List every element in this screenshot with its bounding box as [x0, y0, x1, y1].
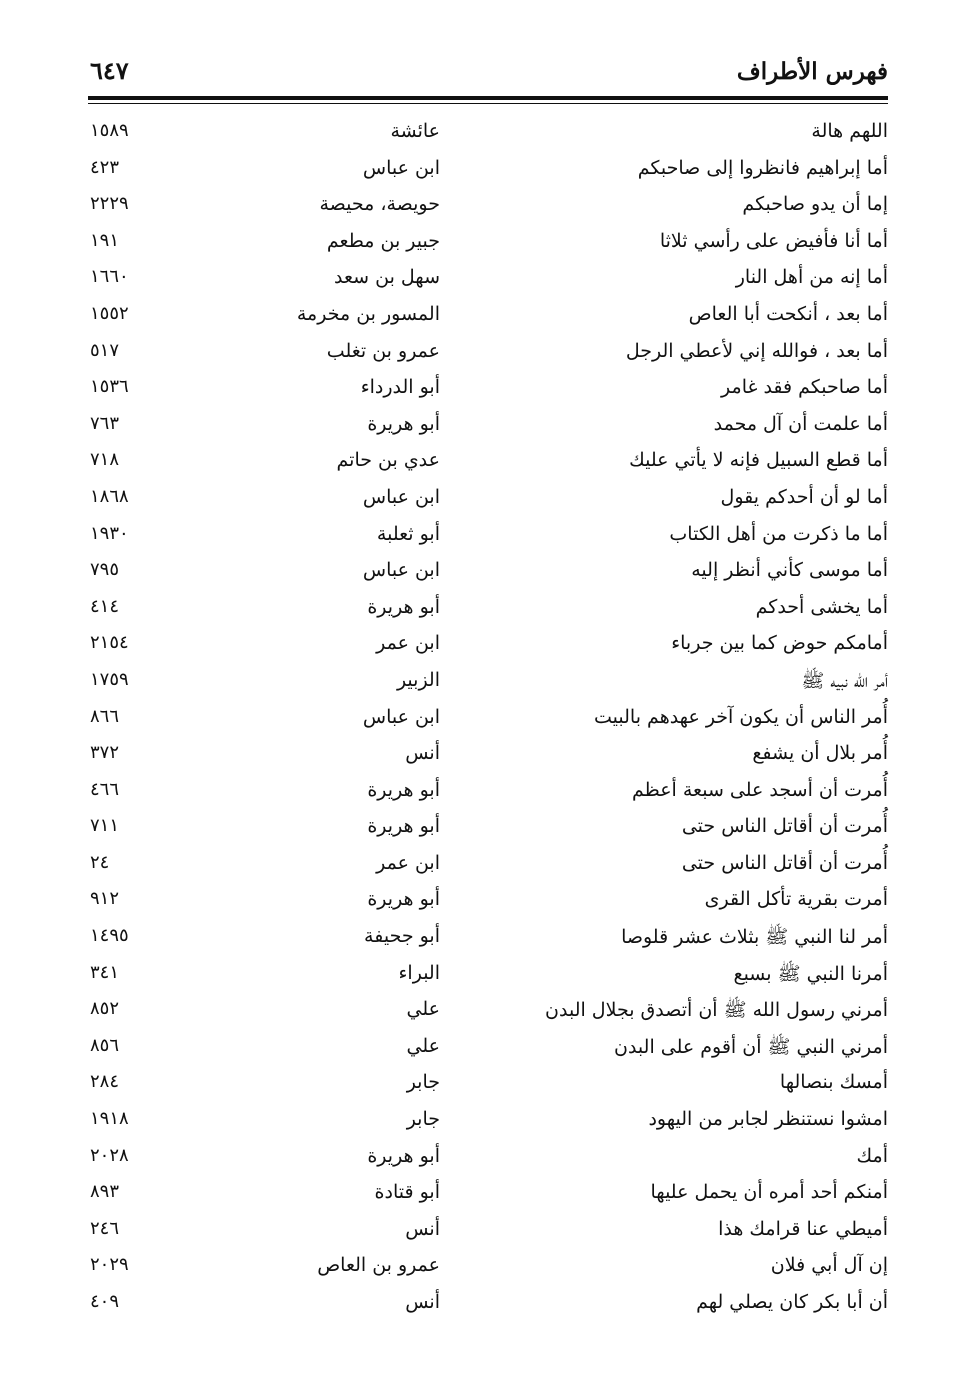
hadith-number: ٨٦٦: [90, 705, 120, 727]
index-entry: [88, 1104, 888, 1141]
index-entry: [88, 884, 888, 921]
index-entry: [88, 811, 888, 848]
index-entry: [88, 372, 888, 409]
hadith-number: ١٧٥٩: [90, 668, 129, 690]
hadith-number: ١٩١٨: [90, 1108, 129, 1130]
hadith-number: ٤٠٩: [90, 1291, 120, 1312]
narrator-name: عمرو بن تغلب: [326, 339, 440, 362]
index-entry: [88, 1141, 888, 1178]
hadith-opening: أما صاحبكم فقد غامر: [721, 376, 888, 399]
index-entry: [88, 848, 888, 885]
narrator-name: علي: [406, 998, 440, 1021]
hadith-opening: أما أنا فأفيض على رأسي ثلاثا: [659, 229, 888, 252]
index-entry: [88, 958, 888, 995]
hadith-opening: أُمرت أن أقاتل الناس حتى: [681, 851, 888, 874]
hadith-opening: أما بعد ، فوالله إني لأعطي الرجل: [625, 339, 888, 362]
index-entry: [88, 336, 888, 373]
narrator-name: الزبير: [396, 668, 440, 691]
hadith-opening: أما ما ذكرت من أهل الكتاب: [669, 522, 888, 545]
hadith-opening: أمرنا النبي ﷺ بسبع: [733, 962, 888, 985]
index-entry: [88, 1214, 888, 1251]
index-entry: [88, 665, 888, 702]
hadith-opening: أُمرت أن أقاتل الناس حتى: [681, 815, 888, 838]
hadith-opening: أمك: [856, 1144, 888, 1167]
narrator-name: عمرو بن العاص: [317, 1254, 440, 1277]
narrator-name: البراء: [398, 961, 440, 984]
index-entry: [88, 445, 888, 482]
narrator-name: جابر: [406, 1071, 440, 1094]
index-entry: [88, 226, 888, 263]
hadith-opening: أمنكم أحد أمره أن يحمل عليها: [650, 1181, 888, 1204]
index-entry: [88, 1067, 888, 1104]
hadith-number: ٤١٤: [90, 595, 120, 617]
narrator-name: أنس: [405, 742, 440, 765]
hadith-number: ١٩١: [90, 229, 120, 251]
hadith-number: ٧١٨: [90, 449, 120, 471]
hadith-number: ١٨٦٨: [90, 485, 129, 507]
narrator-name: جابر: [406, 1108, 440, 1131]
page-header: [88, 52, 888, 92]
hadith-opening: أما إنه من أهل النار: [735, 266, 888, 289]
hadith-opening: أما إبراهيم فانظروا إلى صاحبكم: [637, 156, 888, 179]
hadith-number: ٧٩٥: [90, 559, 120, 581]
hadith-opening: امشوا نستنظر لجابر من اليهود: [648, 1108, 888, 1131]
narrator-name: أبو هريرة: [367, 888, 440, 911]
hadith-number: ٤٦٦: [90, 778, 120, 800]
hadith-number: ٤٢٣: [90, 156, 120, 178]
index-entry: [88, 482, 888, 519]
index-entry: [88, 299, 888, 336]
narrator-name: عدي بن حاتم: [336, 449, 440, 472]
hadith-number: ١٥٣٦: [90, 376, 129, 398]
hadith-number: ٢٤٦: [90, 1217, 120, 1239]
index-entry: [88, 1250, 888, 1287]
index-entry: [88, 921, 888, 958]
hadith-opening: أمر الله نبيه ﷺ: [801, 669, 888, 692]
page-title: فهرس الأطراف: [736, 58, 888, 85]
narrator-name: ابن عمر: [376, 851, 440, 874]
hadith-opening: أمامكم حوض كما بين جرباء: [671, 632, 888, 655]
narrator-name: أبو هريرة: [367, 1144, 440, 1167]
hadith-opening: أما بعد ، أنكحت أبا العاص: [688, 302, 888, 325]
hadith-number: ١٦٦٠: [90, 266, 129, 288]
index-entry: [88, 702, 888, 739]
hadith-number: ٢٢٢٩: [90, 193, 129, 215]
header-rule-thin: [88, 103, 888, 104]
index-list: [88, 116, 888, 1324]
hadith-opening: أمسك بنصالها: [779, 1071, 888, 1094]
hadith-number: ٧١١: [90, 815, 120, 837]
narrator-name: أبو هريرة: [367, 778, 440, 801]
narrator-name: أبو هريرة: [367, 815, 440, 838]
hadith-opening: أن أبا بكر كان يصلي لهم: [696, 1291, 888, 1313]
index-entry: [88, 1177, 888, 1214]
index-entry: [88, 519, 888, 556]
narrator-name: عائشة: [390, 120, 440, 142]
hadith-number: ٢٠٢٨: [90, 1144, 129, 1166]
hadith-opening: أميطي عنا قرامك هذا: [718, 1217, 888, 1240]
hadith-number: ٢٠٢٩: [90, 1254, 129, 1276]
narrator-name: ابن عباس: [362, 559, 440, 582]
hadith-opening: أما قطع السبيل فإنه لا يأتي عليك: [629, 449, 888, 472]
index-entry: [88, 262, 888, 299]
narrator-name: ابن عباس: [362, 156, 440, 179]
hadith-opening: اللهم هالة: [811, 120, 888, 142]
hadith-opening: أما يخشى أحدكم: [755, 595, 888, 618]
index-entry: [88, 116, 888, 153]
narrator-name: حويصة، محيصة: [319, 193, 440, 216]
index-entry: [88, 628, 888, 665]
hadith-number: ١٩٣٠: [90, 522, 129, 544]
narrator-name: جبير بن مطعم: [326, 229, 440, 252]
narrator-name: أبو هريرة: [367, 595, 440, 618]
hadith-number: ٨٥٢: [90, 998, 120, 1020]
index-entry: [88, 189, 888, 226]
header-rule-thick: [88, 96, 888, 100]
narrator-name: أبو هريرة: [367, 412, 440, 435]
index-entry: [88, 409, 888, 446]
narrator-name: علي: [406, 1034, 440, 1057]
hadith-opening: أمرني رسول الله ﷺ أن أتصدق بجلال البدن: [545, 999, 888, 1022]
narrator-name: أبو الدرداء: [360, 376, 440, 399]
narrator-name: ابن عمر: [376, 632, 440, 655]
hadith-opening: إما أن يدو صاحبكم: [742, 193, 888, 216]
narrator-name: أنس: [405, 1291, 440, 1313]
hadith-number: ١٥٨٩: [90, 120, 129, 141]
narrator-name: المسور بن مخرمة: [296, 302, 440, 325]
hadith-opening: أُمر بلال أن يشفع: [752, 742, 888, 765]
hadith-opening: إن آل أبي فلان: [770, 1254, 888, 1277]
hadith-number: ٨٥٦: [90, 1034, 120, 1056]
hadith-opening: أمر لنا النبي ﷺ بثلاث عشر قلوصا: [621, 926, 888, 949]
hadith-number: ٣٧٢: [90, 742, 120, 764]
index-entry: [88, 592, 888, 629]
hadith-opening: أما علمت أن آل محمد: [713, 412, 888, 435]
hadith-number: ٥١٧: [90, 339, 120, 361]
hadith-number: ٨٩٣: [90, 1181, 120, 1203]
index-entry: [88, 738, 888, 775]
hadith-opening: أُمر الناس أن يكون آخر عهدهم بالبيت: [594, 705, 888, 728]
hadith-opening: أما لو أن أحدكم يقول: [720, 485, 888, 508]
index-entry: [88, 775, 888, 812]
narrator-name: ابن عباس: [362, 705, 440, 728]
hadith-number: ٢٤: [90, 851, 110, 873]
narrator-name: سهل بن سعد: [334, 266, 440, 289]
hadith-number: ١٥٥٢: [90, 302, 129, 324]
index-entry: [88, 994, 888, 1031]
index-entry: [88, 1287, 888, 1324]
index-entry: [88, 1031, 888, 1068]
narrator-name: أبو ثعلبة: [376, 522, 440, 545]
hadith-number: ١٤٩٥: [90, 925, 129, 947]
narrator-name: أبو قتادة: [374, 1181, 440, 1204]
index-entry: [88, 555, 888, 592]
hadith-opening: أُمرت أن أسجد على سبعة أعظم: [631, 778, 888, 801]
hadith-number: ٢١٥٤: [90, 632, 129, 654]
narrator-name: أبو جحيفة: [364, 925, 440, 948]
hadith-number: ٣٤١: [90, 961, 120, 983]
hadith-opening: أمرت بقرية تأكل القرى: [704, 888, 888, 911]
page-number: ٦٤٧: [90, 56, 129, 85]
hadith-number: ٧٦٣: [90, 412, 120, 434]
hadith-opening: أما موسى كأني أنظر إليه: [691, 559, 888, 582]
hadith-number: ٩١٢: [90, 888, 120, 910]
hadith-opening: أمرني النبي ﷺ أن أقوم على البدن: [614, 1035, 888, 1058]
hadith-number: ٢٨٤: [90, 1071, 120, 1093]
narrator-name: أنس: [405, 1217, 440, 1240]
index-entry: [88, 153, 888, 190]
narrator-name: ابن عباس: [362, 485, 440, 508]
